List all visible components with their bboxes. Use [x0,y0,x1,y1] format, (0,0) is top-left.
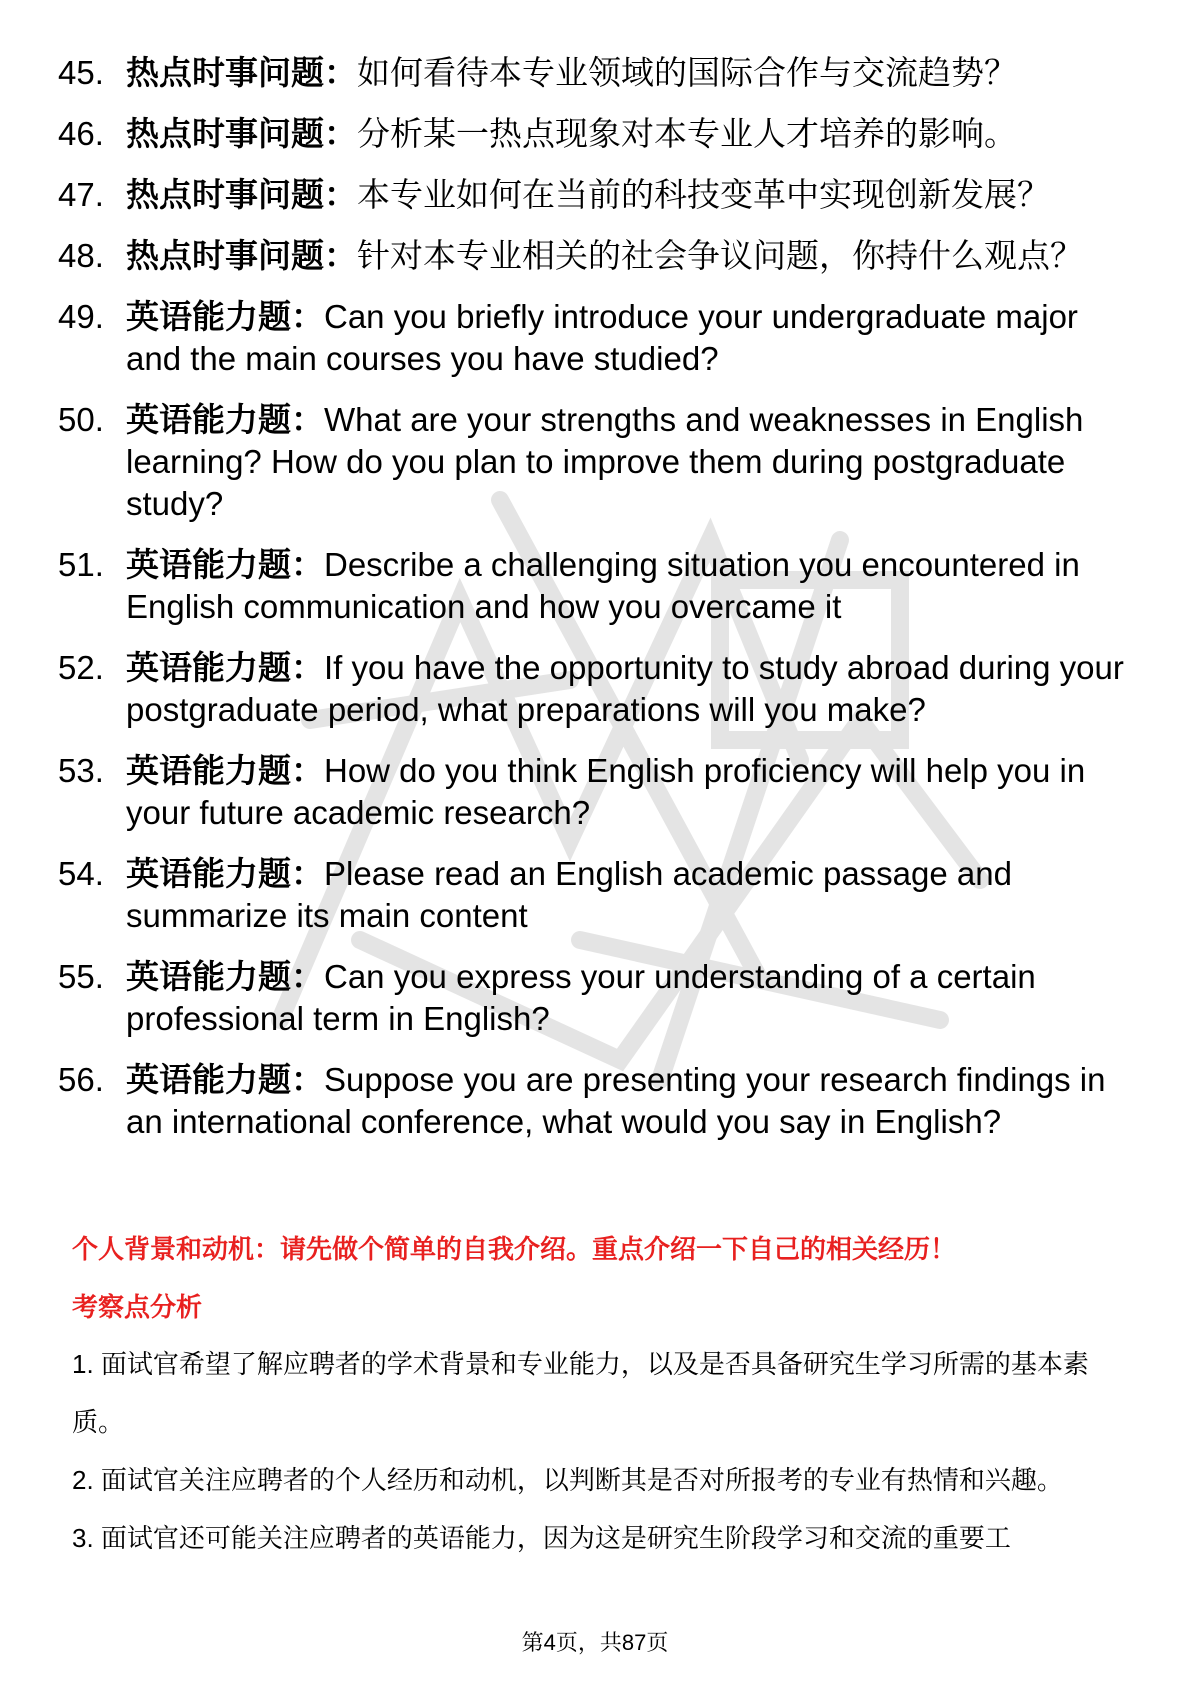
list-item [58,956,1138,1040]
question-number: 47. [58,176,104,213]
page-footer: 第4页，共87页 [521,1630,669,1655]
question-category: 英语能力题： [126,1061,324,1098]
question-number: 55. [58,958,104,995]
question-text: Can you briefly introduce your undergraduate major and the main courses you have studied? [126,298,1078,377]
list-item [58,544,1138,628]
question-text: Describe a challenging situation you encountered in English communication and how you overcame it [126,546,1080,625]
question-category: 英语能力题： [126,401,324,438]
list-item [58,853,1138,937]
question-number: 46. [58,115,104,152]
section-heading: 个人背景和动机：请先做个简单的自我介绍。重点介绍一下自己的相关经历！ [72,1234,957,1264]
question-category: 热点时事问题： [126,237,357,274]
question-category: 英语能力题： [126,546,324,583]
analysis-point: 3. 面试官还可能关注应聘者的英语能力，因为这是研究生阶段学习和交流的重要工 [72,1523,1011,1553]
analysis-point: 1. 面试官希望了解应聘者的学术背景和专业能力，以及是否具备研究生学习所需的基本素质。 [72,1349,1089,1437]
question-text: 分析某一热点现象对本专业人才培养的影响。 [357,115,1017,152]
question-number: 56. [58,1061,104,1098]
question-category: 英语能力题： [126,855,324,892]
question-category: 英语能力题： [126,752,324,789]
list-item [58,174,1138,216]
question-category: 热点时事问题： [126,176,357,213]
list-item [58,1059,1138,1143]
list-item [58,52,1138,94]
question-number: 51. [58,546,104,583]
question-category: 英语能力题： [126,958,324,995]
question-list [58,52,1138,1162]
question-text: What are your strengths and weaknesses in English learning? How do you plan to improve them during postgraduate study? [126,401,1084,522]
analysis-list [72,1335,1130,1567]
question-category: 英语能力题： [126,298,324,335]
question-text: How do you think English proficiency will help you in your future academic research? [126,752,1086,831]
list-item [58,296,1138,380]
question-category: 热点时事问题： [126,115,357,152]
question-text: Please read an English academic passage and summarize its main content [126,855,1012,934]
question-text: 如何看待本专业领域的国际合作与交流趋势？ [357,54,1017,91]
section-subheading: 考察点分析 [72,1292,203,1322]
list-item [58,399,1138,525]
question-number: 53. [58,752,104,789]
question-category: 热点时事问题： [126,54,357,91]
question-number: 49. [58,298,104,335]
question-text: If you have the opportunity to study abroad during your postgraduate period, what preparations will you make? [126,649,1124,728]
question-number: 48. [58,237,104,274]
list-item [58,113,1138,155]
question-number: 45. [58,54,104,91]
list-item [58,235,1138,277]
question-text: 本专业如何在当前的科技变革中实现创新发展？ [357,176,1050,213]
question-text: 针对本专业相关的社会争议问题，你持什么观点？ [357,237,1083,274]
question-number: 50. [58,401,104,438]
list-item [58,750,1138,834]
list-item [58,647,1138,731]
question-number: 54. [58,855,104,892]
question-text: Suppose you are presenting your research findings in an international conference, what would you say in English? [126,1061,1106,1140]
question-number: 52. [58,649,104,686]
analysis-point: 2. 面试官关注应聘者的个人经历和动机，以判断其是否对所报考的专业有热情和兴趣。 [72,1465,1063,1495]
question-text: Can you express your understanding of a certain professional term in English? [126,958,1036,1037]
question-category: 英语能力题： [126,649,324,686]
